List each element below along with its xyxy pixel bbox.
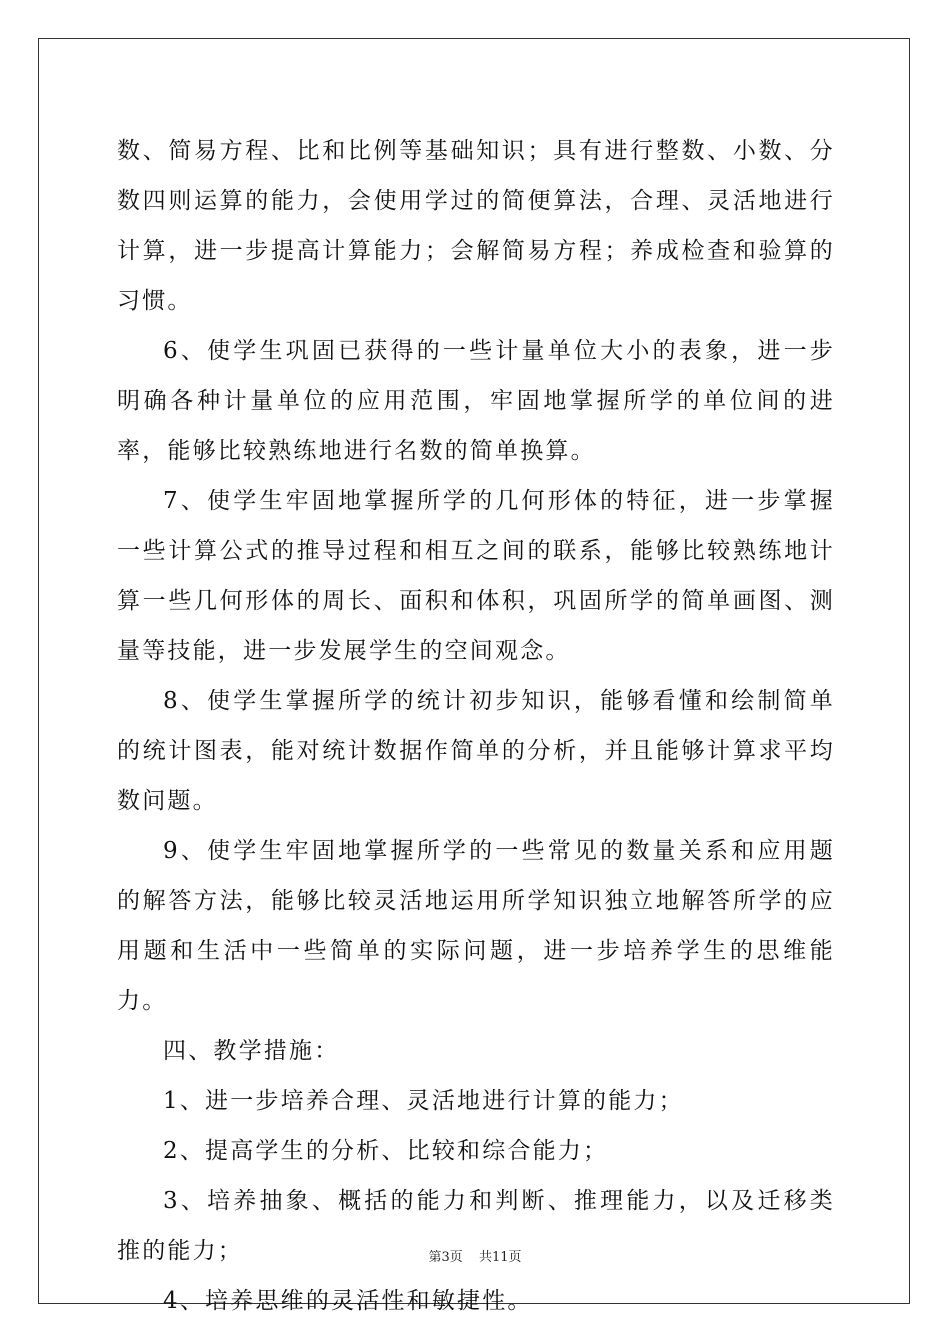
measure-item-2: 2、提高学生的分析、比较和综合能力； [163,1138,609,1164]
measure-item-1: 1、进一步培养合理、灵活地进行计算的能力； [163,1088,684,1114]
paragraph-item-9: 9、使学生牢固地掌握所学的一些常见的数量关系和应用题的解答方法，能够比较灵活地运用所学知识独立地解答所学的应用题和生活中一些简单的实际问题，进一步培养学生的思维能力。 [117,838,835,1014]
page-footer [0,1246,950,1265]
document-body [117,126,835,1326]
paragraph-item-7: 7、使学生牢固地掌握所学的几何形体的特征，进一步掌握一些计算公式的推导过程和相互之间的联系，能够比较熟练地计算一些几何形体的周长、面积和体积，巩固所学的简单画图、测量等技能，进一步发展学生的空间观念。 [117,488,835,664]
page-number: 第3页 [428,1250,463,1265]
section-heading-teaching-measures: 四、教学措施： [163,1038,340,1064]
page-total: 共11页 [478,1250,522,1265]
paragraph-item-8: 8、使学生掌握所学的统计初步知识，能够看懂和绘制简单的统计图表，能对统计数据作简单的分析，并且能够计算求平均数问题。 [117,688,835,814]
measure-item-3: 3、培养抽象、概括的能力和判断、推理能力，以及迁移类推的能力； [117,1188,835,1264]
paragraph-continuation: 数、简易方程、比和比例等基础知识；具有进行整数、小数、分数四则运算的能力，会使用学过的简便算法，合理、灵活地进行计算，进一步提高计算能力；会解简易方程；养成检查和验算的习惯。 [117,138,835,314]
paragraph-item-6: 6、使学生巩固已获得的一些计量单位大小的表象，进一步明确各种计量单位的应用范围，牢固地掌握所学的单位间的进率，能够比较熟练地进行名数的简单换算。 [117,338,835,464]
measure-item-4: 4、培养思维的灵活性和敏捷性。 [163,1288,533,1314]
